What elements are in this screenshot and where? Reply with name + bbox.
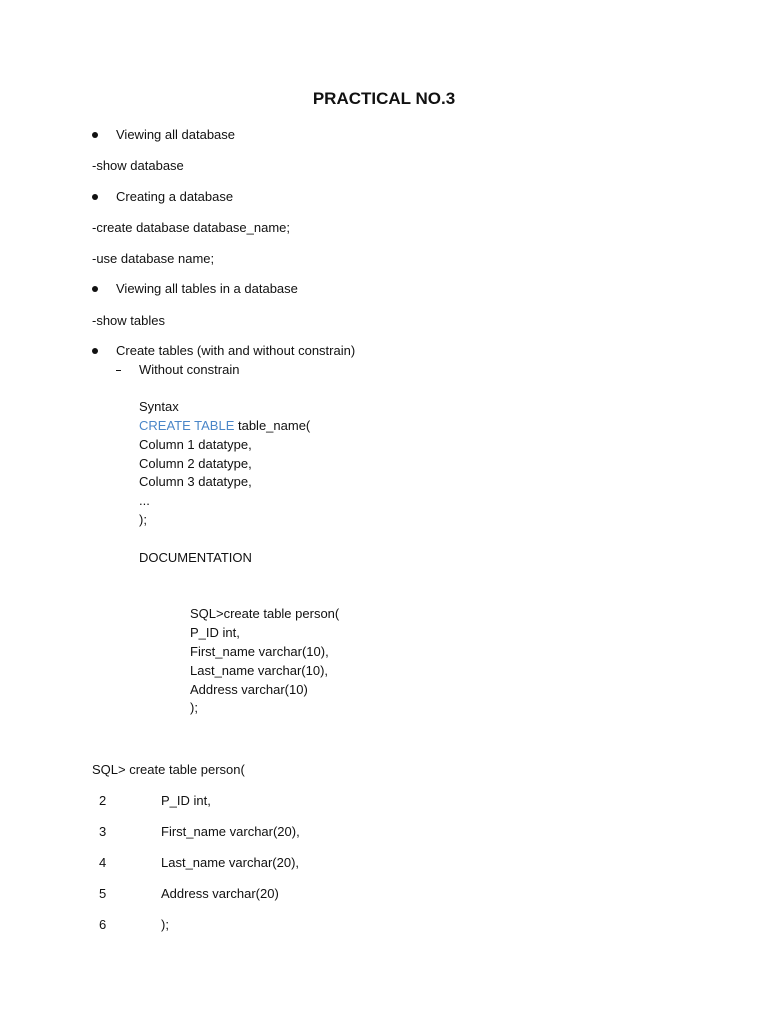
syntax-line: ); — [139, 512, 147, 527]
syntax-keyword: CREATE TABLE — [139, 418, 235, 433]
sql-line-number: 2 — [99, 793, 107, 808]
bullet-viewing-tables: Viewing all tables in a database — [116, 281, 298, 296]
sql-line-number: 6 — [99, 917, 107, 932]
syntax-line: ... — [139, 493, 150, 508]
sql-line-code: P_ID int, — [161, 793, 211, 808]
syntax-create-line — [139, 418, 310, 434]
command-show-tables: -show tables — [92, 313, 165, 328]
doc-line: P_ID int, — [190, 625, 240, 640]
sql-line-number: 4 — [99, 855, 107, 870]
bullet-icon — [92, 132, 98, 138]
dash-icon — [116, 370, 121, 371]
doc-line: First_name varchar(10), — [190, 644, 329, 659]
syntax-label: Syntax — [139, 399, 179, 414]
doc-line: SQL>create table person( — [190, 606, 340, 621]
command-use-database: -use database name; — [92, 251, 215, 266]
bullet-icon — [92, 194, 98, 200]
bullet-create-tables: Create tables (with and without constrain) — [116, 343, 356, 358]
command-show-database: -show database — [92, 158, 184, 173]
sql-prompt-line: SQL> create table person( — [92, 762, 245, 777]
syntax-line: Column 3 datatype, — [139, 474, 252, 489]
doc-line: ); — [190, 700, 198, 715]
sql-line-number: 5 — [99, 886, 107, 901]
bullet-viewing-databases: Viewing all database — [116, 127, 236, 142]
syntax-line: Column 1 datatype, — [139, 437, 252, 452]
command-create-database: -create database database_name; — [92, 220, 291, 235]
sql-line-code: Last_name varchar(20), — [161, 855, 300, 870]
sql-line-number: 3 — [99, 824, 107, 839]
syntax-rest: table_name( — [234, 418, 311, 433]
sql-line-code: First_name varchar(20), — [161, 824, 300, 839]
syntax-line: Column 2 datatype, — [139, 456, 252, 471]
bullet-icon — [92, 286, 98, 292]
sql-line-code: Address varchar(20) — [161, 886, 279, 901]
bullet-creating-database: Creating a database — [116, 189, 234, 204]
doc-line: Address varchar(10) — [190, 682, 308, 697]
documentation-label: DOCUMENTATION — [139, 550, 252, 565]
doc-line: Last_name varchar(10), — [190, 663, 329, 678]
sql-line-code: ); — [161, 917, 169, 932]
sub-item-without-constrain: Without constrain — [139, 362, 240, 377]
bullet-icon — [92, 348, 98, 354]
page-title: PRACTICAL NO.3 — [312, 89, 456, 108]
